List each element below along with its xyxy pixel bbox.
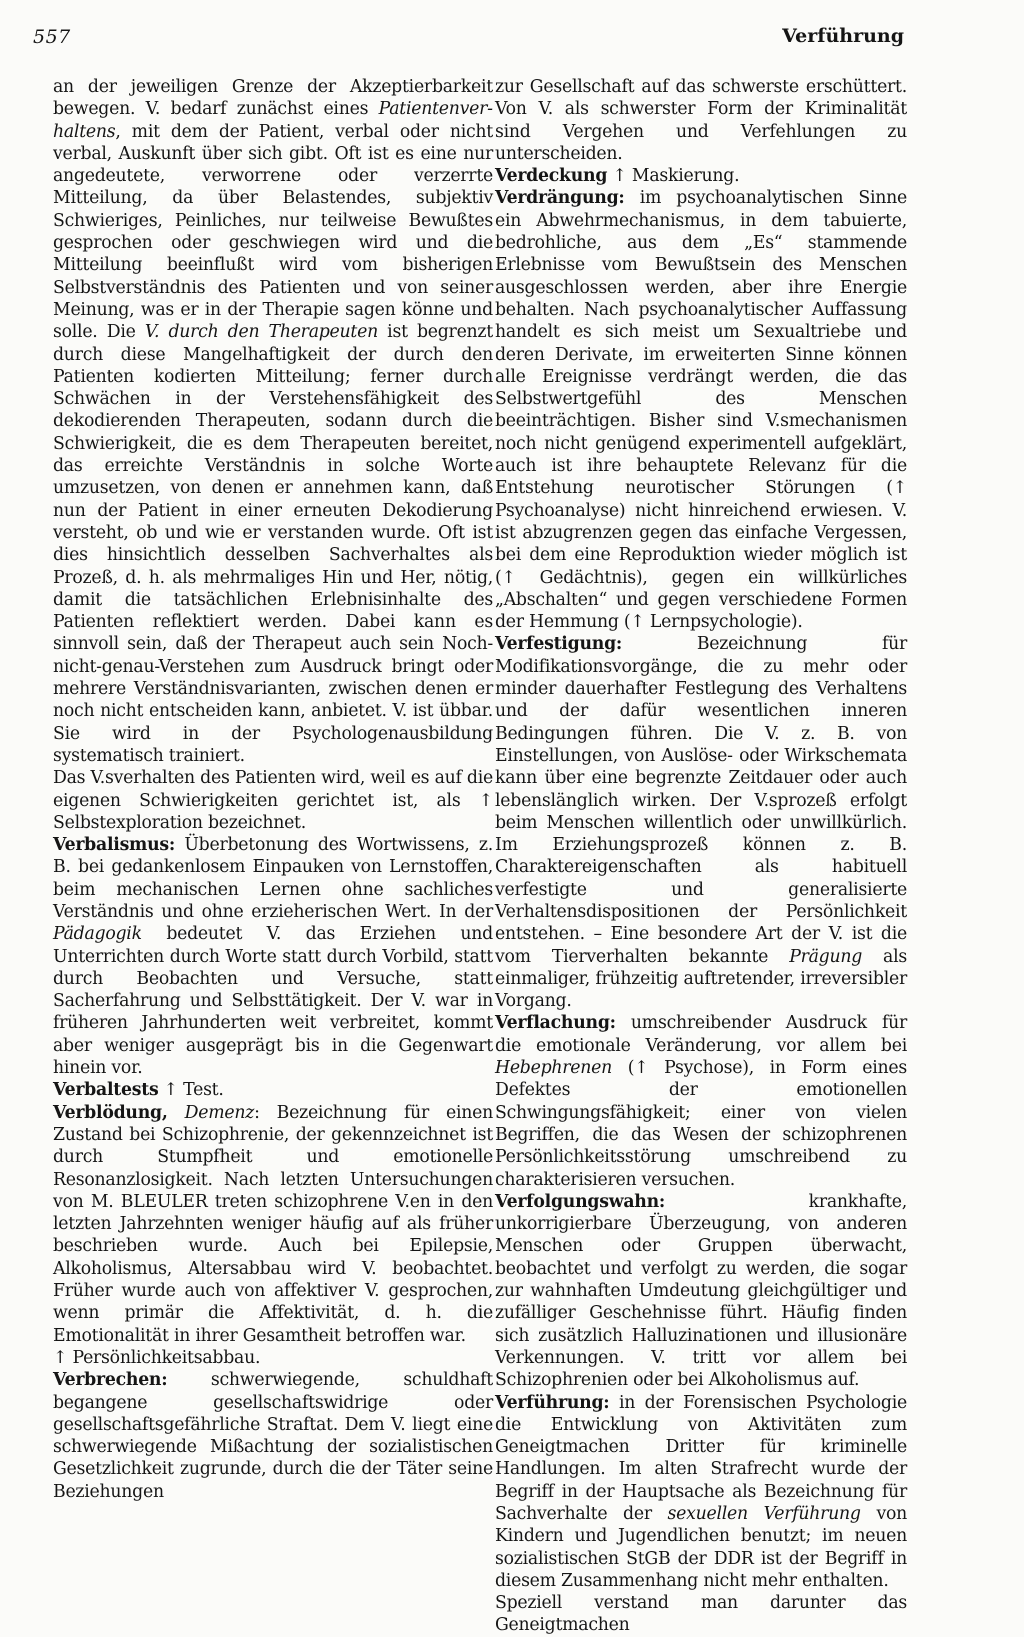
headword: Verfolgungswahn: [495, 1191, 666, 1212]
headword: Verbaltests [53, 1080, 159, 1101]
entry-verfuehrung-end: Speziell verstand man darunter das Geneigtmachen [495, 1593, 907, 1636]
entry-verbaltests: Verbaltests ↑ Test. [53, 1080, 224, 1101]
entry-verfuehrung: Verführung: in der Forensischen Psychologie die Entwicklung von Aktivitäten zum Geneigtmachen Dritter für kriminelle Handlungen. Im alten Strafrecht wurde der Begriff in der Hauptsache als Bezeichnung für Sachverhalte der sexuellen Verführung von Kindern und Jugendlichen benutzt; im neuen sozialistischen StGB der DDR ist der Begriff in diesem Zusammenhang nicht mehr enthalten. [495, 1392, 907, 1591]
headword: Verflachung: [495, 1013, 616, 1034]
entry-verfolgungswahn: Verfolgungswahn: krankhafte, unkorrigierbare Überzeugung, von anderen Menschen oder Gruppen überwacht, beobachtet und verfolgt zu werden, die sogar zur wahnhaften Umdeutung gleichgültiger und zufälliger Geschehnisse führt. Häufig finden sich zusätzlich Halluzinationen und illusionäre Verkennungen. V. tritt vor allem bei Schizophrenien oder bei Alkoholismus auf. [495, 1191, 907, 1391]
headword: Verbalismus: [53, 835, 176, 856]
entry-verdeckung: Verdeckung ↑ Maskierung. [495, 166, 740, 187]
right-column [495, 76, 907, 1637]
headword: Verführung: [495, 1392, 610, 1413]
headword: Verfestigung: [495, 634, 623, 655]
entry-continuation: an der jeweiligen Grenze der Akzeptierbarkeit bewegen. V. bedarf zunächst eines Patientenverhaltens, mit dem der Patient, verbal oder nicht verbal, Auskunft über sich gibt. Oft ist es eine nur angedeutete, verworrene oder verzerrte Mitteilung, da über Belastendes, subjektiv Schwieriges, Peinliches, nur teilweise Bewußtes gesprochen oder geschwiegen wird und die Mitteilung beeinflußt wird vom bisherigen Selbstverständnis des Patienten und von seiner Meinung, was er in der Therapie sagen könne und solle. Die V. durch den Therapeuten ist begrenzt durch diese Mangelhaftigkeit der durch den Patienten kodierten Mitteilung; ferner durch Schwächen in der Verstehensfähigkeit des dekodierenden Therapeuten, sodann durch die Schwierigkeit, die es dem Therapeuten bereitet, das erreichte Verständnis in solche Worte umzusetzen, von denen er annehmen kann, daß nun der Patient in einer erneuten Dekodierung versteht, ob und wie er verstanden wurde. Oft ist dies hinsichtlich desselben Sachverhaltes als Prozeß, d. h. als mehrmaliges Hin und Her, nötig, damit die tatsächlichen Erlebnisinhalte des Patienten reflektiert werden. Dabei kann es sinnvoll sein, daß der Therapeut auch sein Noch-nicht-genau-Verstehen zum Ausdruck bringt oder mehrere Verständnisvarianten, zwischen denen er noch nicht entscheiden kann, anbietet. V. ist übbar. Sie wird in der Psychologenausbildung systematisch trainiert. [53, 77, 493, 766]
headword: Verdrängung: [495, 188, 625, 209]
entry-verflachung: Verflachung: umschreibender Ausdruck für die emotionale Veränderung, vor allem bei Hebephrenen (↑ Psychose), in Form eines Defektes der emotionellen Schwingungsfähigkeit; einer von vielen Begriffen, die das Wesen der schizophrenen Persönlichkeitsstörung umschreibend zu charakterisieren versuchen. [495, 1013, 907, 1190]
paragraph-selbstexploration: Das V.sverhalten des Patienten wird, weil es auf die eigenen Schwierigkeiten gerichtet ist, als ↑ Selbstexploration bezeichnet. [53, 768, 493, 833]
running-head: Verführung [782, 25, 904, 47]
headword: Verdeckung [495, 166, 608, 187]
entry-verfestigung: Verfestigung: Bezeichnung für Modifikationsvorgänge, die zu mehr oder minder dauerhafter Festlegung des Verhaltens und der dafür wesentlichen inneren Bedingungen führen. Die V. z. B. von Einstellungen, von Auslöse- oder Wirkschemata kann über eine begrenzte Zeitdauer oder auch lebenslänglich wirken. Der V.sprozeß erfolgt beim Menschen willentlich oder unwillkürlich. Im Erziehungsprozeß können z. B. Charaktereigenschaften als habituell verfestigte und generalisierte Verhaltensdispositionen der Persönlichkeit entstehen. – Eine besondere Art der V. ist die vom Tierverhalten bekannte Prägung als einmaliger, frühzeitig auftretender, irreversibler Vorgang. [495, 634, 907, 1012]
entry-verbrechen: Verbrechen: schwerwiegende, schuldhaft begangene gesellschaftswidrige oder gesellschaftsgefährliche Straftat. Dem V. liegt eine schwerwiegende Mißachtung der sozialistischen Gesetzlichkeit zugrunde, durch die der Täter seine Beziehungen [53, 1370, 493, 1502]
headword: Verblödung, [53, 1102, 168, 1123]
entry-verbrechen-continued: zur Gesellschaft auf das schwerste erschüttert. Von V. als schwerster Form der Kriminalität sind Vergehen und Verfehlungen zu unterscheiden. [495, 77, 907, 164]
headword: Verbrechen: [53, 1370, 168, 1391]
cross-reference: ↑ Persönlichkeitsabbau. [53, 1347, 261, 1368]
entry-verdraengung: Verdrängung: im psychoanalytischen Sinne ein Abwehrmechanismus, in dem tabuierte, bedrohliche, aus dem „Es“ stammende Erlebnisse vom Bewußtsein des Menschen ausgeschlossen werden, aber ihre Energie behalten. Nach psychoanalytischer Auffassung handelt es sich meist um Sexualtriebe und deren Derivate, im erweiterten Sinne können alle Ereignisse verdrängt werden, die das Selbstwertgefühl des Menschen beeinträchtigen. Bisher sind V.smechanismen noch nicht genügend experimentell aufgeklärt, auch ist ihre behauptete Relevanz für die Entstehung neurotischer Störungen (↑ Psychoanalyse) nicht hinreichend erwiesen. V. ist abzugrenzen gegen das einfache Vergessen, bei dem eine Reproduktion wieder möglich ist (↑ Gedächtnis), gegen ein willkürliches „Abschalten“ und gegen verschiedene Formen der Hemmung (↑ Lernpsychologie). [495, 188, 907, 633]
page-number: 557 [33, 26, 71, 48]
left-column [53, 76, 493, 1503]
entry-verbloedung: Verblödung, Demenz: Bezeichnung für einen Zustand bei Schizophrenie, der gekennzeichnet ist durch Stumpfheit und emotionelle Resonanzlosigkeit. Nach letzten Untersuchungen von M. BLEULER treten schizophrene V.en in den letzten Jahrzehnten weniger häufig auf als früher beschrieben wurde. Auch bei Epilepsie, Alkoholismus, Altersabbau wird V. beobachtet. Früher wurde auch von affektiver V. gesprochen, wenn primär die Affektivität, d. h. die Emotionalität in ihrer Gesamtheit betroffen war. [53, 1102, 493, 1346]
entry-verbalismus: Verbalismus: Überbetonung des Wortwissens, z. B. bei gedankenlosem Einpauken von Lernstoffen, beim mechanischen Lernen ohne sachliches Verständnis und ohne erzieherischen Wert. In der Pädagogik bedeutet V. das Erziehen und Unterrichten durch Worte statt durch Vorbild, statt durch Beobachten und Versuche, statt Sacherfahrung und Selbsttätigkeit. Der V. war in früheren Jahrhunderten weit verbreitet, kommt aber weniger ausgeprägt bis in die Gegenwart hinein vor. [53, 835, 493, 1079]
